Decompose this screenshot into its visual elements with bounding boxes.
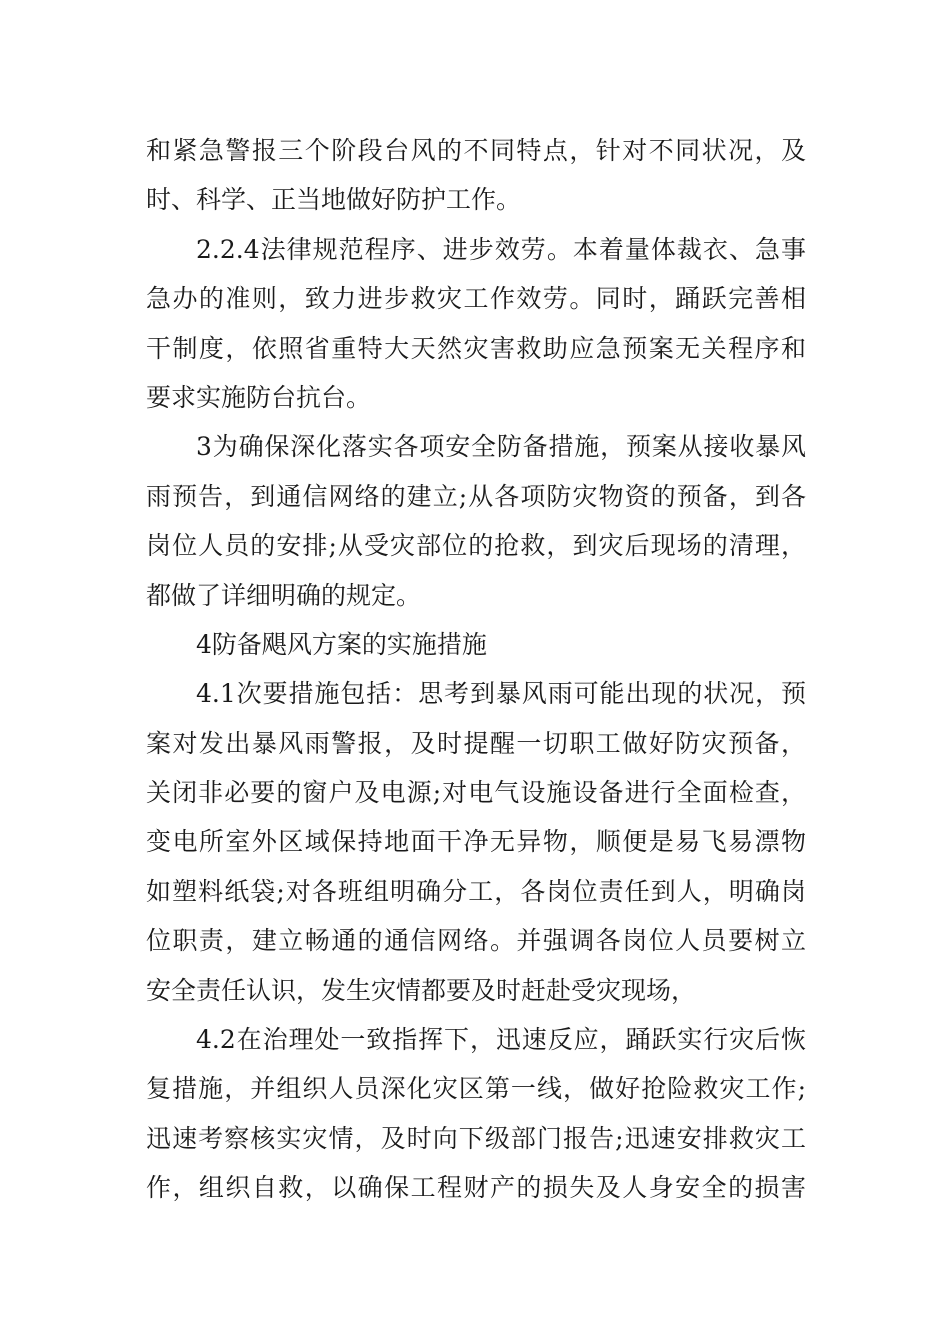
text-line: 复措施，并组织人员深化灾区第一线，做好抢险救灾工作; bbox=[146, 1074, 806, 1104]
text-line: 3为确保深化落实各项安全防备措施，预案从接收暴风 bbox=[196, 432, 806, 462]
text-line: 位职责，建立畅通的通信网络。并强调各岗位人员要树立 bbox=[146, 926, 806, 956]
text-line: 都做了详细明确的规定。 bbox=[146, 580, 422, 610]
text-line: 时、科学、正当地做好防护工作。 bbox=[146, 185, 522, 215]
text-line: 4.2在治理处一致指挥下，迅速反应，踊跃实行灾后恢 bbox=[196, 1025, 806, 1055]
document-body bbox=[146, 126, 806, 1213]
text-line: 干制度，依照省重特大天然灾害救助应急预案无关程序和 bbox=[146, 333, 806, 363]
section-heading: 4防备飓风方案的实施措施 bbox=[196, 629, 487, 659]
text-line: 雨预告，到通信网络的建立;从各项防灾物资的预备，到各 bbox=[146, 481, 806, 511]
text-line: 迅速考察核实灾情，及时向下级部门报告;迅速安排救灾工 bbox=[146, 1123, 806, 1153]
text-line: 关闭非必要的窗户及电源;对电气设施设备进行全面检查， bbox=[146, 778, 806, 808]
text-line: 变电所室外区域保持地面干净无异物，顺便是易飞易漂物 bbox=[146, 827, 806, 857]
text-line: 如塑料纸袋;对各班组明确分工，各岗位责任到人，明确岗 bbox=[146, 876, 806, 906]
text-line: 4.1次要措施包括：思考到暴风雨可能出现的状况，预 bbox=[196, 679, 806, 709]
text-line: 2.2.4法律规范程序、进步效劳。本着量体裁衣、急事 bbox=[196, 234, 806, 264]
text-line: 要求实施防台抗台。 bbox=[146, 382, 372, 412]
text-line: 和紧急警报三个阶段台风的不同特点，针对不同状况，及 bbox=[146, 136, 806, 165]
text-line: 作，组织自救，以确保工程财产的损失及人身安全的损害 bbox=[146, 1173, 806, 1203]
text-line: 岗位人员的安排;从受灾部位的抢救，到灾后现场的清理， bbox=[146, 531, 806, 561]
text-line: 急办的准则，致力进步救灾工作效劳。同时，踊跃完善相 bbox=[146, 284, 806, 314]
text-line: 安全责任认识，发生灾情都要及时赶赴受灾现场， bbox=[146, 975, 697, 1005]
text-line: 案对发出暴风雨警报，及时提醒一切职工做好防灾预备， bbox=[146, 728, 806, 758]
